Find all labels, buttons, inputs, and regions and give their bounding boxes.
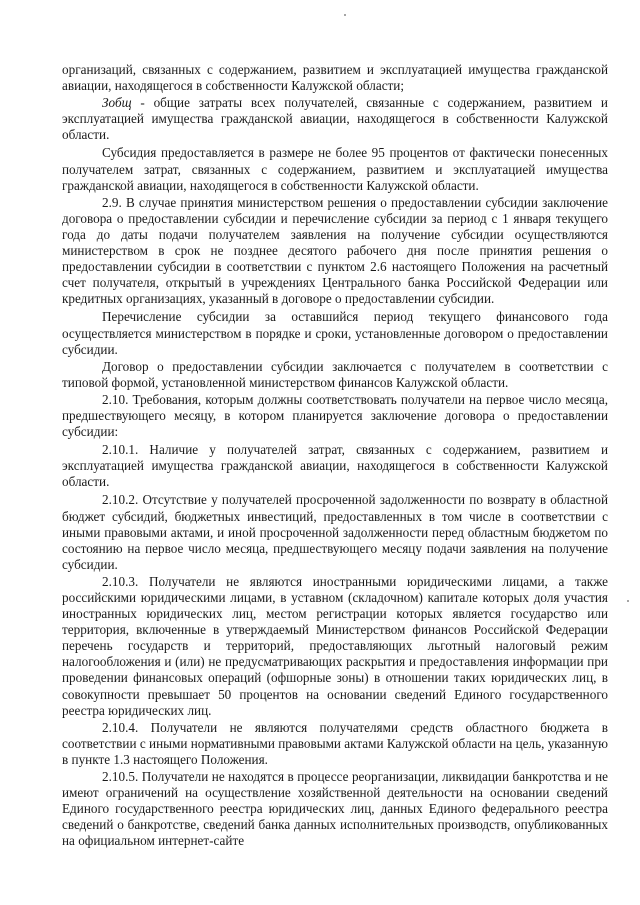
zobsch-definition-text: - общие затраты всех получателей, связанные с содержанием, развитием и эксплуатацией имущества гражданской авиации, находящегося в собственности Калужской области. [62,95,608,143]
paragraph-contract-form: Договор о предоставлении субсидии заключается с получателем в соответствии с типовой формой, установленной министерством финансов Калужской области. [62,358,608,390]
paragraph-2-10-2: 2.10.2. Отсутствие у получателей просроченной задолженности по возврату в областной бюджет субсидий, бюджетных инвестиций, предоставленных в том числе в соответствии с иными правовыми актами, и иной просроченной задолженности перед областным бюджетом по состоянию на первое число месяца, предшествующего месяцу подачи заявления на получение субсидии. [62,492,608,572]
paragraph-2-10-5: 2.10.5. Получатели не находятся в процессе реорганизации, ликвидации банкротства и не имеют ограничений на осуществление хозяйственной деятельности на основании сведений Единого государственного реестра юридических лиц, данных Единого федерального реестра сведений о банкротстве, сведений банка данных исполнительных производств, опубликованных на официальном интернет-сайте [62,769,608,849]
paragraph-2-10-3: 2.10.3. Получатели не являются иностранными юридическими лицами, а также российскими юридическими лицами, в уставном (складочном) капитале которых доля участия иностранных юридических лиц, местом регистрации которых является государство или территория, включенные в утверждаемый Министерством финансов Российской Федерации перечень государств и территорий, предоставляющих льготный налоговый режим налогообложения и (или) не предусматривающих раскрытия и предоставления информации при проведении финансовых операций (офшорные зоны) в отношении таких юридических лиц, в совокупности превышает 50 процентов на основании сведений Единого государственного реестра юридических лиц. [62,573,608,718]
paragraph-continuation: организаций, связанных с содержанием, развитием и эксплуатацией имущества гражданской авиации, находящегося в собственности Калужской области; [62,62,608,94]
zobsch-symbol: Зобщ [102,95,132,111]
paragraph-2-10-1: 2.10.1. Наличие у получателей затрат, связанных с содержанием, развитием и эксплуатацией имущества гражданской авиации, находящегося в собственности Калужской области. [62,442,608,490]
paragraph-zobsch-definition [62,95,608,143]
paragraph-transfer-remaining: Перечисление субсидии за оставшийся период текущего финансового года осуществляется министерством в порядке и сроки, установленные договором о предоставлении субсидии. [62,309,608,357]
scan-speck [627,600,629,602]
paragraph-2-9: 2.9. В случае принятия министерством решения о предоставлении субсидии заключение договора о предоставлении субсидии и перечисление субсидии за период с 1 января текущего года до даты подачи получателем заявления на получение субсидии осуществляются министерством в срок не позднее десятого рабочего дня после принятия решения о предоставлении субсидии в соответствии с пунктом 2.6 настоящего Положения на расчетный счет получателя, открытый в учреждениях Центрального банка Российской Федерации или кредитных организациях, указанный в договоре о предоставлении субсидии. [62,194,608,307]
paragraph-2-10-4: 2.10.4. Получатели не являются получателями средств областного бюджета в соответствии с иными нормативными правовыми актами Калужской области на цель, указанную в пункте 1.3 настоящего Положения. [62,719,608,767]
document-body [62,62,608,851]
paragraph-2-10: 2.10. Требования, которым должны соответствовать получатели на первое число месяца, предшествующего месяцу, в котором планируется заключение договора о предоставлении субсидии: [62,391,608,440]
paragraph-subsidy-amount: Субсидия предоставляется в размере не более 95 процентов от фактически понесенных получателем затрат, связанных с содержанием, развитием и эксплуатацией имущества гражданской авиации, находящегося в собственности Калужской области. [62,145,608,193]
scan-speck [344,14,346,16]
